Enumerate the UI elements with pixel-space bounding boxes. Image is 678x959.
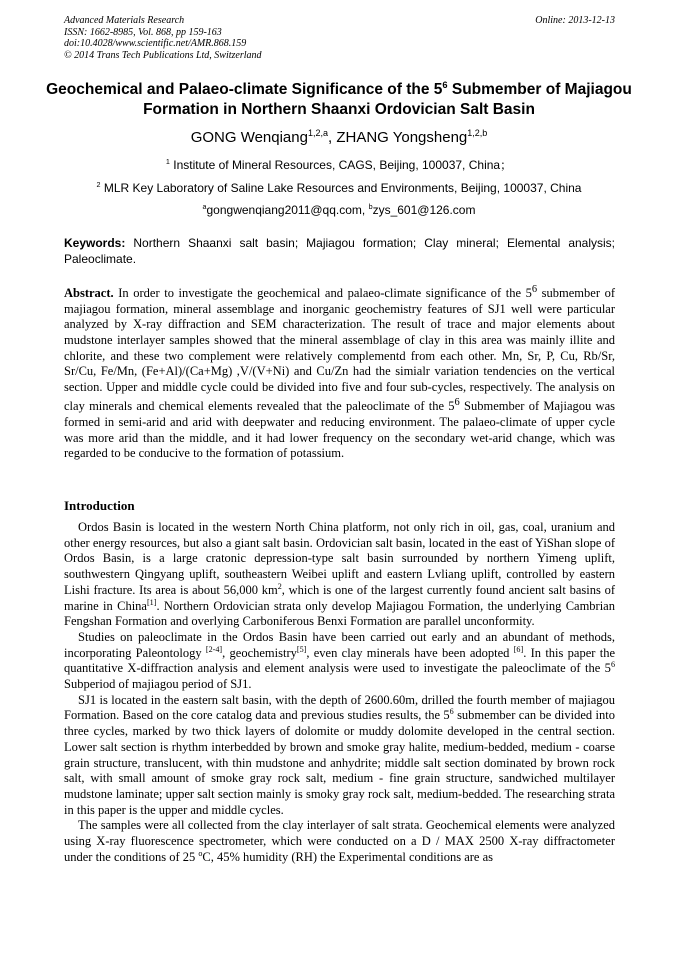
p1-text-c: . Northern Ordovician strata only develop Majiagou Formation, the underlying Cambrian Fengshan Formation and overlying Carboniferous Benxi Formation are parallel unconformity. (64, 598, 615, 629)
abstract-text-1: In order to investigate the geochemical and palaeo-climate significance of the 5 (113, 286, 532, 301)
p2-text-c: , even clay minerals have been adopted (306, 645, 514, 660)
citation-2-4[interactable]: [2-4] (205, 644, 223, 654)
p2-text-b: , geochemistry (222, 645, 297, 660)
author-separator: , (328, 129, 337, 146)
affiliation-2 (40, 181, 638, 196)
p2-superscript: 6 (610, 660, 615, 670)
keywords-text: Northern Shaanxi salt basin; Majiagou formation; Clay mineral; Elemental analysis; Paleoclimate. (64, 236, 615, 266)
affiliation-1-end: ； (500, 158, 513, 172)
paragraph-2 (64, 630, 615, 693)
abstract-superscript-1: 6 (531, 284, 538, 295)
p3-superscript: 6 (449, 707, 454, 717)
affiliation-1-mark: 1 (165, 157, 170, 166)
p1-text-a: Ordos Basin is located in the western North China platform, not only rich in oil, gas, coal, uranium and other energy resources, but also a giant salt basin. Ordovician salt basin, located in the east of YiShan slope of Ordos Basin, is a large cratonic depression-type salt basin surrounded by northern Yimeng uplift, southwestern Qingyang uplift, southeastern Weibei uplift and eastern Lvliang uplift, controlled by eastern Lishi fracture. Its area is about 56,000 km (64, 520, 615, 597)
title-text-2: Submember of Majiagou Formation in Northern Shaanxi Ordovician Salt Basin (143, 81, 632, 118)
author-1: GONG Wenqiang (190, 129, 308, 146)
abstract-label: Abstract. (64, 286, 114, 301)
email-b[interactable]: zys_601@126.com (372, 203, 476, 217)
affiliation-2-text: MLR Key Laboratory of Saline Lake Resources and Environments, Beijing, 100037, China (100, 181, 582, 195)
paragraph-4 (64, 818, 615, 865)
citation-1[interactable]: [1] (146, 597, 157, 607)
p3-text-a: SJ1 is located in the eastern salt basin, with the depth of 2600.60m, drilled the fourth member of majiagou Formation. Based on the core catalog data and previous studies results, the 5 (64, 692, 615, 723)
journal-name: Advanced Materials Research (64, 15, 185, 26)
p2-text-d: . In this paper the quantitative X-diffraction analysis and element analysis were used to investigate the paleoclimate of the 5 (64, 645, 615, 676)
p2-text-a: Studies on paleoclimate in the Ordos Basin have been carried out early and an abundant of methods, incorporating Paleontology (64, 629, 615, 660)
online-date: Online: 2013-12-13 (535, 15, 615, 26)
section-heading-introduction: Introduction (64, 498, 135, 513)
author-1-affiliation-mark: 1,2,a (307, 128, 328, 138)
affiliation-1-text: Institute of Mineral Resources, CAGS, Beijing, 100037, China (169, 158, 501, 172)
p3-text-b: submember can be divided into three cycles, marked by two thick layers of dolomite or muddy dolomite developed in the central section. Lower salt section is rhythm interbedded by brown and smoke gray halite, medium-bedded, medium - coarse grain structure, translucent, with thin mudstone and anhydrite; middle salt section dominated by brown rock salt, with small amount of smoke gray rock salt, medium - fine grain structure, sandwiched multilayer mudstone laminate; upper salt section mainly is smoky gray rock salt, medium-bedded. The researching strata in this paper is the upper and middle cycles. (64, 708, 615, 817)
introduction-body (64, 520, 615, 865)
journal-doi: doi:10.4028/www.scientific.net/AMR.868.159 (64, 38, 247, 49)
author-list (40, 128, 638, 148)
title-superscript: 6 (442, 79, 448, 90)
keywords (64, 236, 615, 267)
abstract-text-3: Submember of Majiagou was formed in semi-arid and arid with deepwater and reducing environment. The palaeo-climate of upper cycle was more arid than the middle, and it had lower frequency on the secondary wet-arid change, which was regarded to be conducive to the formation of potassium. (64, 399, 615, 461)
paper-title (40, 80, 638, 120)
paragraph-3 (64, 693, 615, 819)
abstract-superscript-2: 6 (454, 397, 460, 409)
citation-5[interactable]: [5] (296, 644, 307, 654)
journal-copyright: © 2014 Trans Tech Publications Ltd, Switzerland (64, 49, 262, 61)
journal-info (64, 15, 262, 61)
email-a[interactable]: gongwenqiang2011@qq.com, (206, 203, 369, 217)
p4-text-a: The samples were all collected from the clay interlayer of salt strata. Geochemical elements were analyzed using X-ray fluorescence spectrometer, which were conducted on a D / MAX 2500 X-ray diffractometer under the conditions of 25 (64, 818, 615, 864)
author-2: ZHANG Yongsheng (336, 129, 468, 146)
p4-text-b: C, 45% humidity (RH) the Experimental conditions are as (202, 849, 493, 864)
keywords-label: Keywords: (64, 236, 126, 250)
abstract-text-2: submember of majiagou formation, mineral assemblage and inorganic geochemistry features of SJ1 well were particular analyzed by X-ray diffraction and SEM characterization. The result of trace and major elements about mudstone interlayer samples showed that the mineral assemblage of clay in this area was mainly illite and chlorite, and these two complement were relatively complementd from each other. Mn, Sr, P, Cu, Rb/Sr, Sr/Cu, Fe/Mn, (Fe+Al)/(Ca+Mg) ,V/(V+Ni) and Cu/Zn had the simialr variation tendencies on the vertical section. Upper and middle cycle could be divided into five and four sub-cycles, respectively. The analysis on clay minerals and chemical elements revealed that the paleoclimate of the 5 (64, 286, 615, 414)
journal-issn: ISSN: 1662-8985, Vol. 868, pp 159-163 (64, 26, 222, 38)
abstract (64, 282, 615, 462)
citation-6[interactable]: [6] (513, 644, 524, 654)
affiliation-1 (40, 158, 638, 173)
email-a-mark: a (202, 202, 207, 211)
title-text-1: Geochemical and Palaeo-climate Significance of the 5 (46, 81, 443, 98)
author-2-affiliation-mark: 1,2,b (467, 128, 488, 138)
p1-text-b: , which is one of the largest currently found ancient salt basins of marine in China (64, 582, 615, 613)
journal-header (64, 15, 615, 61)
p1-superscript: 2 (277, 581, 282, 591)
p2-text-e: Subperiod of majiagou period of SJ1. (64, 677, 252, 692)
affiliation-2-mark: 2 (96, 180, 101, 189)
p4-superscript: o (198, 848, 203, 858)
paragraph-1 (64, 520, 615, 630)
author-emails (40, 203, 638, 218)
email-b-mark: b (368, 202, 373, 211)
